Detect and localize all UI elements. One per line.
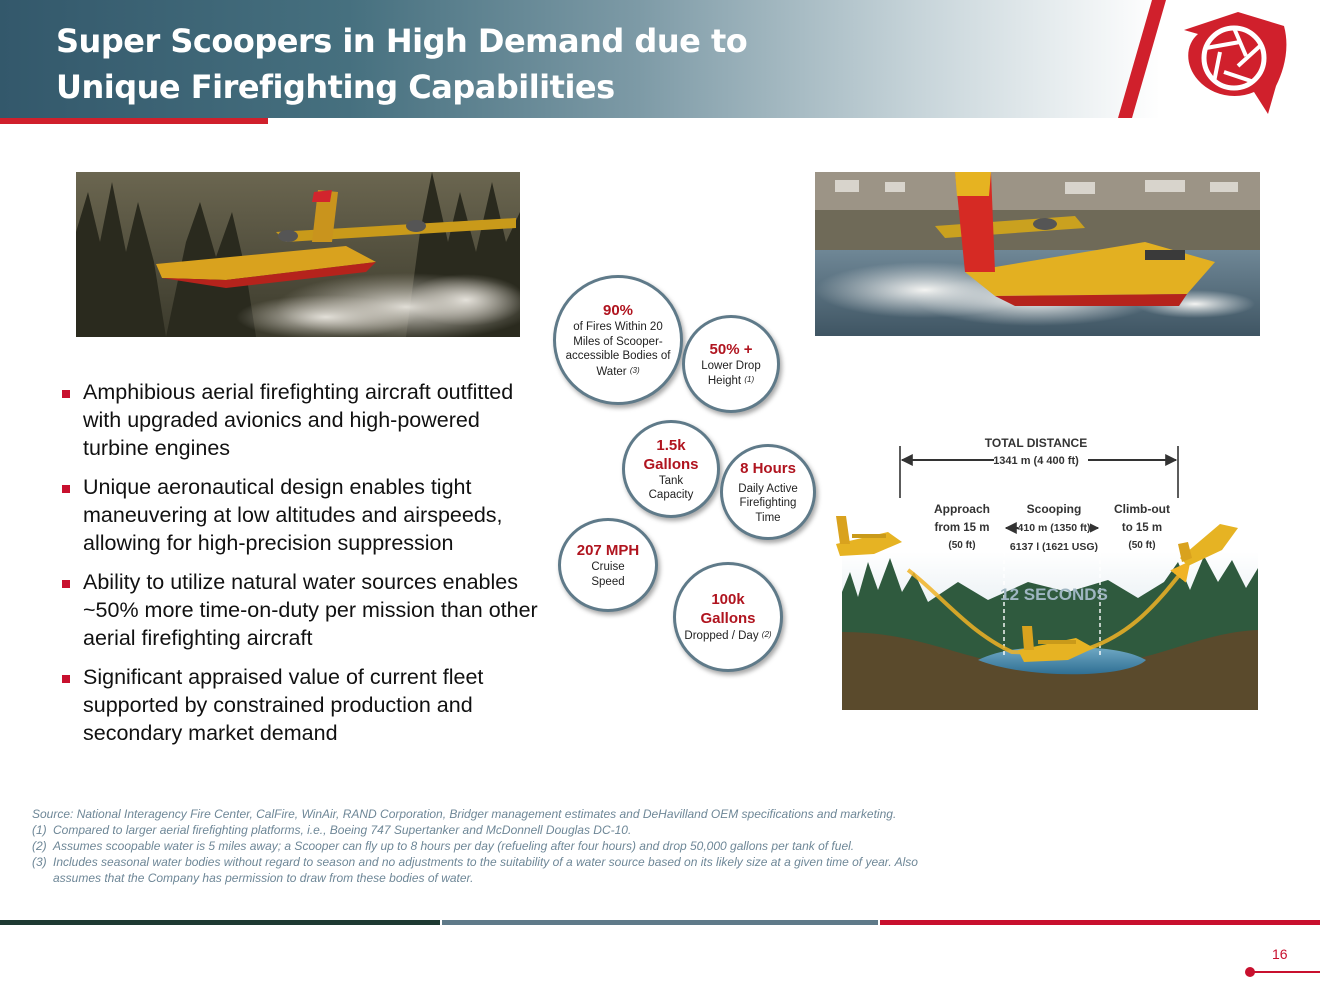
- footnote-number: (1): [32, 823, 47, 837]
- bullet-text: Significant appraised value of current fleet supported by constrained production and secondary market demand: [83, 665, 484, 745]
- stat-label: Lower Drop Height $^{(1)}$: [701, 359, 761, 387]
- stat-value: 50% +: [709, 340, 753, 358]
- footer-bar-blue: [442, 920, 878, 925]
- bullet-item: [60, 473, 540, 557]
- source-line: Source: National Interagency Fire Center, CalFire, WinAir, RAND Corporation, Bridger management estimates and DeHavilland OEM specifications and marketing.: [32, 807, 897, 821]
- footnote-number: (3): [32, 855, 47, 869]
- bullet-item: [60, 663, 540, 747]
- page-title: [56, 18, 816, 110]
- square-bullet-icon: [62, 390, 70, 398]
- stat-value: 100k Gallons: [700, 591, 756, 628]
- diagram-climb-line2: (50 ft): [1128, 540, 1156, 551]
- stat-label: Daily Active Firefighting Time: [738, 482, 798, 524]
- red-slash-accent: [1116, 0, 1176, 118]
- stat-tank-capacity: [622, 420, 720, 518]
- bullet-text: Amphibious aerial firefighting aircraft outfitted with upgraded avionics and high-powered turbine engines: [83, 380, 514, 460]
- firefighting-plane-forest-photo: [76, 172, 520, 337]
- footnote-text: Includes seasonal water bodies without regard to season and no adjustments to the suitability of a water source based on its likely size at a given time of year. Also assumes that the Company has permission to draw from these bodies of water.: [53, 855, 918, 885]
- firefighting-plane-scooping-photo: [815, 172, 1260, 336]
- diagram-scooping-distance: 410 m (1350 ft): [1017, 522, 1091, 534]
- diagram-approach-line1: from 15 m: [934, 522, 990, 534]
- page-number: 16: [1272, 946, 1288, 962]
- approach-plane-icon: [836, 516, 902, 556]
- diagram-approach-title: Approach: [933, 502, 991, 516]
- stat-label: Cruise Speed: [591, 561, 625, 588]
- diagram-scooping-title: Scooping: [1026, 502, 1082, 516]
- footnote-number: (2): [32, 839, 47, 853]
- page-title-line-1: Super Scoopers in High Demand due to: [56, 22, 748, 60]
- company-logo-icon: [1180, 8, 1290, 116]
- stat-fires-near-water: [553, 275, 683, 405]
- footnote-ref: (3): [629, 365, 640, 375]
- square-bullet-icon: [62, 580, 70, 588]
- stat-lower-drop-height: [682, 315, 780, 413]
- bullet-item: [60, 568, 540, 652]
- footnote-ref: (2): [761, 630, 772, 640]
- key-points-list: [60, 378, 540, 758]
- footnote: [32, 854, 952, 886]
- bullet-text: Unique aeronautical design enables tight maneuvering at low altitudes and airspeeds, allowing for high-precision suppression: [83, 475, 503, 555]
- page-marker-line: [1252, 971, 1320, 973]
- stat-value: 207 MPH: [576, 542, 640, 559]
- scooping-profile-diagram: [828, 432, 1258, 710]
- footnote: [32, 822, 952, 838]
- square-bullet-icon: [62, 675, 70, 683]
- stat-label: Dropped / Day $^{(2)}$: [684, 630, 772, 643]
- footer-bar-red: [880, 920, 1320, 925]
- stat-value: 1.5k Gallons: [643, 436, 699, 473]
- diagram-scooping-volume: 6137 l (1621 USG): [1009, 541, 1099, 553]
- stat-label: Tank Capacity: [648, 474, 694, 501]
- footnote-text: Assumes scoopable water is 5 miles away; a Scooper can fly up to 8 hours per day (refueling after four hours) and drop 50,000 gallons per tank of fuel.: [53, 839, 855, 853]
- stat-gallons-dropped: [673, 562, 783, 672]
- footnote: [32, 838, 952, 854]
- diagram-climb-title: Climb-out: [1114, 502, 1170, 516]
- bullet-text: Ability to utilize natural water sources enables ~50% more time-on-duty per mission than other aerial firefighting aircraft: [83, 570, 538, 650]
- footnote-text: Compared to larger aerial firefighting platforms, i.e., Boeing 747 Supertanker and McDonnell Douglas DC-10.: [53, 823, 632, 837]
- title-underline: [0, 118, 268, 124]
- footer-bar-dark: [0, 920, 440, 925]
- stat-daily-firefighting-time: [720, 444, 816, 540]
- diagram-total-title: TOTAL DISTANCE: [984, 436, 1088, 450]
- diagram-seconds-label: 12 SECONDS: [1000, 585, 1108, 604]
- diagram-total-value: 1341 m (4 400 ft): [993, 455, 1079, 467]
- bullet-item: [60, 378, 540, 462]
- stat-cruise-speed: [558, 518, 658, 612]
- square-bullet-icon: [62, 485, 70, 493]
- footnote-ref: (1): [744, 375, 755, 384]
- stat-label: of Fires Within 20 Miles of Scooper-accessible Bodies of Water $^{(3)}$: [565, 321, 671, 378]
- diagram-climb-line1: to 15 m: [1121, 522, 1163, 534]
- page-title-line-2: Unique Firefighting Capabilities: [56, 68, 615, 106]
- stat-value: 8 Hours: [740, 459, 796, 477]
- source-notes: [32, 806, 952, 886]
- stat-value: 90%: [602, 302, 634, 319]
- diagram-approach-line2: (50 ft): [948, 540, 976, 551]
